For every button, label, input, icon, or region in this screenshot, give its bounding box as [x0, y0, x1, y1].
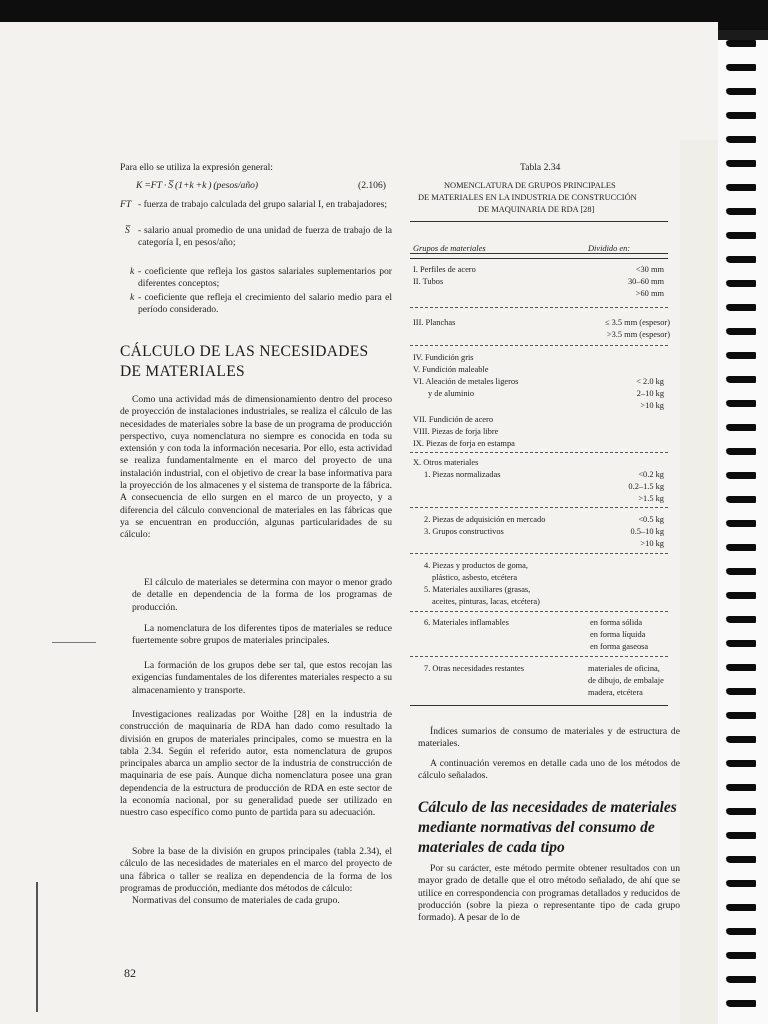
def-symbol: k: [130, 292, 135, 303]
binding-coil: [726, 808, 756, 815]
binding-coil: [726, 544, 756, 551]
table-cell: X. Otros materiales: [413, 458, 479, 467]
binding-coil: [726, 328, 756, 335]
table-cell: 1. Piezas normalizadas: [424, 470, 501, 479]
paragraph: Normativas del consumo de materiales de cada grupo.: [132, 895, 340, 906]
intro-text: Para ello se utiliza la expresión general:: [120, 162, 273, 173]
paragraph: A continuación veremos en detalle cada uno de los métodos de cálculo señalados.: [418, 758, 680, 782]
spiral-binding: [718, 40, 768, 1024]
binding-coil: [726, 616, 756, 623]
binding-coil: [726, 304, 756, 311]
subsection-heading: Cálculo de las necesidades de materiales mediante normativas del consumo de materiales de cada tipo: [418, 799, 677, 856]
paragraph: Por su carácter, este método permite obtener resultados con un mayor grado de detalle que el otro método señalado, de ahí que se utilice en correspondencia con programas detallados y reducidos de producción (sobre la pieza o representante tipo de cada grupo formado). A pesar de lo de: [418, 863, 680, 924]
binding-coil: [726, 760, 756, 767]
table-title: DE MAQUINARIA DE RDA [28]: [478, 205, 595, 214]
binding-coil: [726, 856, 756, 863]
table-cell: >10 kg: [640, 401, 664, 410]
book-page: [0, 22, 718, 1024]
binding-coil: [726, 904, 756, 911]
paragraph: Sobre la base de la división en grupos principales (tabla 2.34), el cálculo de las necesidades de materiales en el marco del proyecto de una fábrica o taller se realiza en dependencia de la forma de los programas de producción, mediante dos métodos de cálculo:: [120, 846, 392, 894]
binding-coil: [726, 112, 756, 119]
binding-coil: [726, 88, 756, 95]
table-cell: 6. Materiales inflamables: [424, 618, 509, 627]
table-cell: plástico, asbesto, etcétera: [432, 573, 518, 582]
definition-text: - fuerza de trabajo calculada del grupo salarial I, en trabajadores;: [138, 199, 388, 210]
list-paragraph: La formación de los grupos debe ser tal, que estos recojan las exigencias fundamentales de los diferentes materiales respecto a su almacenamiento y transporte.: [132, 660, 392, 696]
def-symbol: k: [130, 266, 135, 277]
table-cell: VI. Aleación de metales ligeros: [413, 377, 519, 386]
table-cell: ≤ 3.5 mm (espesor): [604, 318, 670, 327]
binding-coil: [726, 664, 756, 671]
binding-coil: [726, 952, 756, 959]
table-cell: <0.5 kg: [638, 515, 664, 524]
table-caption: Tabla 2.34: [520, 162, 561, 173]
table-cell: <30 mm: [635, 265, 664, 274]
binding-coil: [726, 424, 756, 431]
paragraph: Índices sumarios de consumo de materiales y de estructura de materiales.: [418, 726, 680, 750]
binding-coil: [726, 376, 756, 383]
scan-mark: [36, 882, 38, 1012]
table-cell: en forma gaseosa: [590, 642, 649, 651]
next-page-edge: [680, 140, 720, 1024]
binding-coil: [726, 184, 756, 191]
table-cell: 0.2–1.5 kg: [628, 482, 664, 491]
table-divider: [410, 656, 668, 657]
binding-coil: [726, 880, 756, 887]
binding-coil: [726, 400, 756, 407]
table-cell: VIII. Piezas de forja libre: [413, 427, 499, 436]
table-cell: 4. Piezas y productos de goma,: [424, 561, 528, 570]
def-symbol: S̅: [125, 225, 130, 236]
table-title: DE MATERIALES EN LA INDUSTRIA DE CONSTRUCCIÓN: [418, 193, 637, 202]
table-cell: >1.5 kg: [638, 494, 664, 503]
table-divider: [410, 507, 668, 508]
table-cell: 5. Materiales auxiliares (grasas,: [424, 585, 531, 594]
table-cell: 30–60 mm: [627, 277, 664, 286]
table-cell: aceites, pinturas, lacas, etcétera): [432, 597, 540, 606]
table-title: NOMENCLATURA DE GRUPOS PRINCIPALES: [444, 181, 616, 190]
binding-coil: [726, 976, 756, 983]
table-cell: >60 mm: [635, 289, 664, 298]
definition-text: - coeficiente que refleja el crecimiento del salario medio para el período considerado.: [138, 292, 392, 316]
def-symbol: FT: [120, 199, 132, 210]
table-cell: en forma líquida: [590, 630, 646, 639]
binding-coil: [726, 256, 756, 263]
table-cell: < 2.0 kg: [636, 377, 664, 386]
table-cell: III. Planchas: [413, 318, 456, 327]
table-divider: [410, 345, 668, 346]
binding-coil: [726, 280, 756, 287]
binding-coil: [726, 64, 756, 71]
table-rule: [410, 258, 668, 259]
page-number: 82: [124, 966, 136, 980]
table-cell: IV. Fundición gris: [413, 353, 474, 362]
table-rule: [410, 705, 668, 706]
table-header: Grupos de materiales: [413, 244, 486, 253]
binding-coil: [726, 568, 756, 575]
section-heading: CÁLCULO DE LAS NECESIDADES DE MATERIALES: [120, 343, 369, 380]
table-cell: >10 kg: [640, 539, 664, 548]
table-header: Dividido en:: [588, 244, 631, 253]
binding-coil: [726, 784, 756, 791]
table-divider: [410, 611, 668, 612]
table-cell: II. Tubos: [413, 277, 444, 286]
table-cell: 0.5–10 kg: [630, 527, 664, 536]
table-divider: [410, 452, 668, 453]
binding-coil: [726, 712, 756, 719]
table-cell: 7. Otras necesidades restantes: [424, 664, 524, 673]
definition-text: - coeficiente que refleja los gastos salariales suplementarios por diferentes conceptos;: [138, 266, 392, 290]
table-cell: 2–10 kg: [636, 389, 664, 398]
table-cell: de dibujo, de embalaje: [588, 676, 664, 685]
binding-coil: [726, 448, 756, 455]
table-divider: [410, 307, 668, 308]
binding-coil: [726, 832, 756, 839]
table-cell: madera, etcétera: [588, 688, 643, 697]
scan-mark: [52, 642, 96, 643]
binding-coil: [726, 1000, 756, 1007]
list-paragraph: El cálculo de materiales se determina con mayor o menor grado de detalle en dependencia de la forma de los programas de producción.: [132, 577, 392, 613]
binding-coil: [726, 592, 756, 599]
table-cell: 2. Piezas de adquisición en mercado: [424, 515, 546, 524]
table-cell: I. Perfiles de acero: [413, 265, 476, 274]
paragraph: Investigaciones realizadas por Woithe [28] en la industria de construcción de maquinaria de RDA han dado como resultado la división en grupos de materiales principales, como se muestra en la tabla 2.34. Según el referido autor, esta nomenclatura de grupos principales abarca un amplio sector de la industria de construcción de maquinaria de ese país. Aunque dicha nomenclatura posee una gran dependencia de la estructura de producción de RDA en este sector de la economía nacional, por su generalidad puede ser utilizado en nuestro caso específico como punto de partida para su adecuación.: [120, 709, 392, 819]
binding-coil: [726, 160, 756, 167]
definition-text: - salario anual promedio de una unidad de fuerza de trabajo de la categoría I, en pesos/año;: [138, 225, 392, 249]
binding-coil: [726, 472, 756, 479]
table-cell: IX. Piezas de forja en estampa: [413, 439, 515, 448]
table-cell: <0.2 kg: [638, 470, 664, 479]
binding-coil: [726, 352, 756, 359]
binding-coil: [726, 232, 756, 239]
table-cell: materiales de oficina,: [588, 664, 660, 673]
table-cell: y de aluminio: [428, 389, 475, 398]
table-rule: [410, 221, 668, 222]
binding-coil: [726, 640, 756, 647]
binding-coil: [726, 40, 756, 47]
table-cell: V. Fundición maleable: [413, 365, 489, 374]
table-divider: [410, 553, 668, 554]
binding-coil: [726, 928, 756, 935]
table-cell: 3. Grupos constructivos: [424, 527, 504, 536]
formula: K =FT · S̅ (1+k +k ) (pesos/año): [136, 180, 259, 191]
binding-coil: [726, 208, 756, 215]
binding-coil: [726, 688, 756, 695]
binding-coil: [726, 496, 756, 503]
binding-coil: [726, 736, 756, 743]
table-cell: VII. Fundición de acero: [413, 415, 494, 424]
table-cell: >3.5 mm (espesor): [606, 330, 670, 339]
binding-coil: [726, 136, 756, 143]
paragraph: Como una actividad más de dimensionamiento dentro del proceso de proyección de instalaciones industriales, se realiza el cálculo de las necesidades de materiales sobre la base de un programa de producción perspectivo, cuya nomenclatura no siempre es conocida en toda su extensión y con toda la información necesaria. Por ello, esta actividad se realiza fundamentalmente en el marco del proyecto de una instalación industrial, con el objetivo de crear la base informativa para la proyección de los almacenes y el sistema de transporte de la fábrica. A consecuencia de ello surgen en el marco de un proyecto, y a diferencia del cálculo convencional de materiales en las fábricas que ya se encuentran en producción, algunas particularidades de su cálculo:: [120, 394, 392, 541]
binding-coil: [726, 520, 756, 527]
list-paragraph: La nomenclatura de los diferentes tipos de materiales se reduce fuertemente sobre grupos de materiales principales.: [132, 623, 392, 647]
formula-number: (2.106): [358, 180, 386, 191]
table-cell: en forma sólida: [590, 618, 643, 627]
